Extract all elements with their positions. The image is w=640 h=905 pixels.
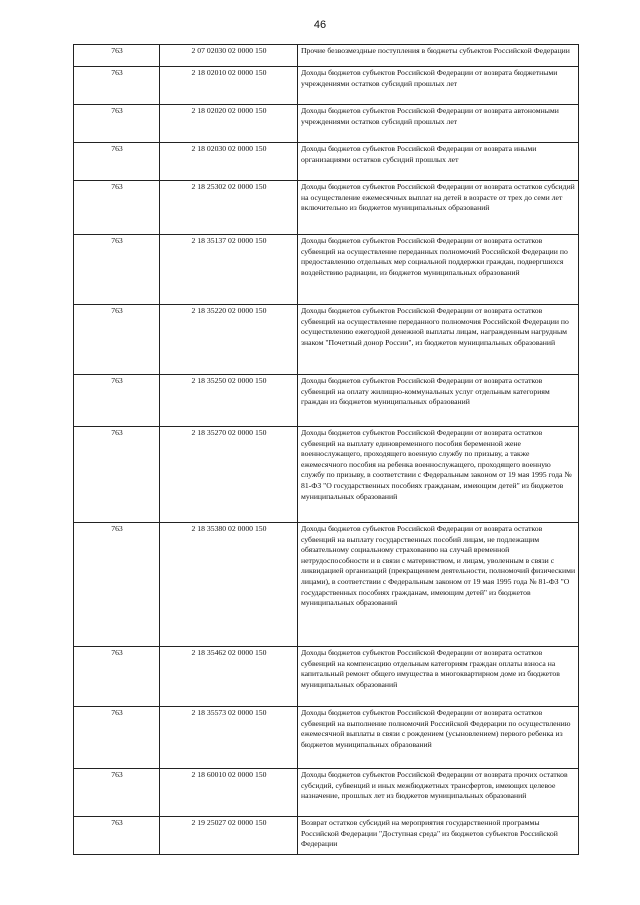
revenue-codes-table — [73, 44, 579, 855]
admin-code-cell: 763 — [74, 67, 160, 105]
table-row — [74, 817, 579, 855]
revenue-code-cell: 2 18 35380 02 0000 150 — [160, 523, 298, 647]
revenue-name-cell: Доходы бюджетов субъектов Российской Федерации от возврата автономными учреждениями остатков субсидий прошлых лет — [298, 105, 579, 143]
table-row — [74, 105, 579, 143]
revenue-name-cell: Доходы бюджетов субъектов Российской Федерации от возврата бюджетными учреждениями остатков субсидий прошлых лет — [298, 67, 579, 105]
admin-code-cell: 763 — [74, 523, 160, 647]
table-row — [74, 707, 579, 769]
admin-code-cell: 763 — [74, 817, 160, 855]
admin-code-cell: 763 — [74, 305, 160, 375]
revenue-name-cell: Доходы бюджетов субъектов Российской Федерации от возврата остатков субвенций на осуществление переданных полномочий Российской Федерации по предоставлению отдельных мер социальной поддержки граждан, подвергшихся воздействию радиации, из бюджетов муниципальных образований — [298, 235, 579, 305]
revenue-name-cell: Доходы бюджетов субъектов Российской Федерации от возврата остатков субсидий на осуществление ежемесячных выплат на детей в возрасте от трех до семи лет включительно из бюджетов муниципальных образований — [298, 181, 579, 235]
table-row — [74, 523, 579, 647]
revenue-code-cell: 2 18 35270 02 0000 150 — [160, 427, 298, 523]
page-number: 46 — [313, 19, 327, 31]
admin-code-cell: 763 — [74, 235, 160, 305]
revenue-code-cell: 2 18 02030 02 0000 150 — [160, 143, 298, 181]
revenue-code-cell: 2 18 35250 02 0000 150 — [160, 375, 298, 427]
revenue-code-cell: 2 07 02030 02 0000 150 — [160, 45, 298, 67]
revenue-code-cell: 2 19 25027 02 0000 150 — [160, 817, 298, 855]
revenue-name-cell: Доходы бюджетов субъектов Российской Федерации от возврата остатков субвенций на выполнение полномочий Российской Федерации по осуществлению ежемесячной выплаты в связи с рождением (усыновлением) первого ребенка из бюджетов муниципальных образований — [298, 707, 579, 769]
admin-code-cell: 763 — [74, 375, 160, 427]
revenue-name-cell: Возврат остатков субсидий на мероприятия государственной программы Российской Федерации "Доступная среда" из бюджетов субъектов Российской Федерации — [298, 817, 579, 855]
table-row — [74, 647, 579, 707]
revenue-name-cell: Доходы бюджетов субъектов Российской Федерации от возврата остатков субвенций на выплату единовременного пособия беременной жене военнослужащего, проходящего военную службу по призыву, а также ежемесячного пособия на ребенка военнослужащего, проходящего военную службу по призыву, в соответствии с Федеральным законом от 19 мая 1995 года № 81-ФЗ "О государственных пособиях гражданам, имеющим детей" из бюджетов муниципальных образований — [298, 427, 579, 523]
table-row — [74, 769, 579, 817]
admin-code-cell: 763 — [74, 647, 160, 707]
table-body — [74, 45, 579, 855]
admin-code-cell: 763 — [74, 181, 160, 235]
revenue-code-cell: 2 18 35462 02 0000 150 — [160, 647, 298, 707]
revenue-code-cell: 2 18 02020 02 0000 150 — [160, 105, 298, 143]
revenue-code-cell: 2 18 60010 02 0000 150 — [160, 769, 298, 817]
admin-code-cell: 763 — [74, 105, 160, 143]
table-row — [74, 143, 579, 181]
table-row — [74, 375, 579, 427]
revenue-name-cell: Доходы бюджетов субъектов Российской Федерации от возврата остатков субвенций на компенсацию отдельным категориям граждан оплаты взноса на капитальный ремонт общего имущества в многоквартирном доме из бюджетов муниципальных образований — [298, 647, 579, 707]
table-row — [74, 181, 579, 235]
revenue-name-cell: Доходы бюджетов субъектов Российской Федерации от возврата остатков субвенций на осуществление переданного полномочия Российской Федерации по осуществлению ежегодной денежной выплаты лицам, награжденным нагрудным знаком "Почетный донор России", из бюджетов муниципальных образований — [298, 305, 579, 375]
revenue-name-cell: Доходы бюджетов субъектов Российской Федерации от возврата остатков субвенций на выплату государственных пособий лицам, не подлежащим обязательному социальному страхованию на случай временной нетрудоспособности и в связи с материнством, и лицам, уволенным в связи с ликвидацией организаций (прекращением деятельности, полномочий физическими лицами), в соответствии с Федеральным законом от 19 мая 1995 года № 81-ФЗ "О государственных пособиях гражданам, имеющим детей" из бюджетов муниципальных образований — [298, 523, 579, 647]
revenue-name-cell: Доходы бюджетов субъектов Российской Федерации от возврата иными организациями остатков субсидий прошлых лет — [298, 143, 579, 181]
admin-code-cell: 763 — [74, 143, 160, 181]
revenue-code-cell: 2 18 35137 02 0000 150 — [160, 235, 298, 305]
revenue-code-cell: 2 18 35573 02 0000 150 — [160, 707, 298, 769]
admin-code-cell: 763 — [74, 45, 160, 67]
table-row — [74, 67, 579, 105]
revenue-name-cell: Доходы бюджетов субъектов Российской Федерации от возврата остатков субвенций на оплату жилищно-коммунальных услуг отдельным категориям граждан из бюджетов муниципальных образований — [298, 375, 579, 427]
revenue-code-cell: 2 18 25302 02 0000 150 — [160, 181, 298, 235]
admin-code-cell: 763 — [74, 769, 160, 817]
table-row — [74, 235, 579, 305]
admin-code-cell: 763 — [74, 707, 160, 769]
revenue-name-cell: Прочие безвозмездные поступления в бюджеты субъектов Российской Федерации — [298, 45, 579, 67]
table-row — [74, 427, 579, 523]
revenue-name-cell: Доходы бюджетов субъектов Российской Федерации от возврата прочих остатков субсидий, субвенций и иных межбюджетных трансфертов, имеющих целевое назначение, прошлых лет из бюджетов муниципальных образований — [298, 769, 579, 817]
table-row — [74, 305, 579, 375]
admin-code-cell: 763 — [74, 427, 160, 523]
revenue-code-cell: 2 18 35220 02 0000 150 — [160, 305, 298, 375]
revenue-code-cell: 2 18 02010 02 0000 150 — [160, 67, 298, 105]
table-row — [74, 45, 579, 67]
